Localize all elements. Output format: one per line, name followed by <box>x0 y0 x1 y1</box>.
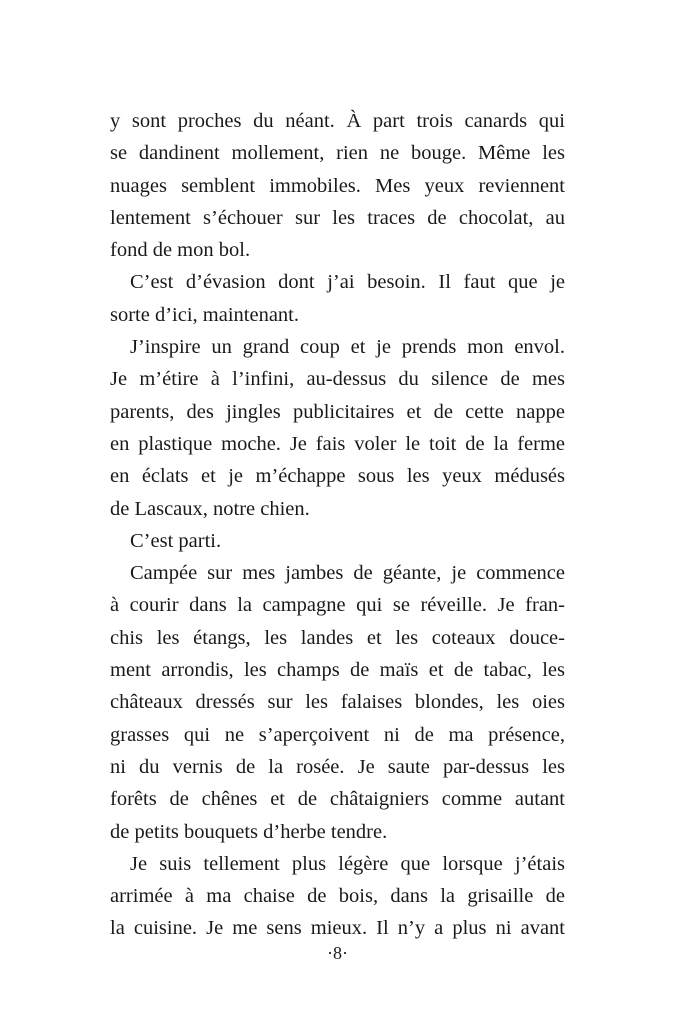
text-line: arrimée à ma chaise de bois, dans la grisaille de <box>110 885 565 908</box>
text-line: de Lascaux, notre chien. <box>110 497 310 520</box>
text-line: C’est d’évasion dont j’ai besoin. Il faut que je <box>130 271 565 294</box>
paragraph <box>110 525 565 557</box>
paragraph <box>110 557 565 848</box>
paragraph <box>110 105 565 266</box>
text-line: Je m’étire à l’infini, au-dessus du silence de mes <box>110 368 565 391</box>
text-line: J’inspire un grand coup et je prends mon envol. <box>130 336 565 359</box>
page-number: ·8· <box>327 943 348 963</box>
text-line: châteaux dressés sur les falaises blondes, les oies <box>110 691 565 714</box>
text-line: lentement s’échouer sur les traces de chocolat, au <box>110 206 565 229</box>
text-line: ni du vernis de la rosée. Je saute par-dessus les <box>110 755 565 778</box>
text-line: en plastique moche. Je fais voler le toit de la ferme <box>110 432 565 455</box>
text-line: sorte d’ici, maintenant. <box>110 303 299 326</box>
paragraph <box>110 266 565 331</box>
text-line: à courir dans la campagne qui se réveille. Je fran- <box>110 594 565 617</box>
text-line: la cuisine. Je me sens mieux. Il n’y a plus ni avant <box>110 917 565 940</box>
text-line: grasses qui ne s’aperçoivent ni de ma présence, <box>110 723 565 746</box>
text-line: Campée sur mes jambes de géante, je commence <box>130 562 565 585</box>
text-line: en éclats et je m’échappe sous les yeux médusés <box>110 465 565 488</box>
text-line: fond de mon bol. <box>110 239 251 262</box>
text-line: Je suis tellement plus légère que lorsque j’étais <box>130 852 565 875</box>
body-text <box>110 105 565 945</box>
text-line: nuages semblent immobiles. Mes yeux reviennent <box>110 174 565 197</box>
paragraph <box>110 848 565 945</box>
text-line: forêts de chênes et de châtaigniers comme autant <box>110 788 565 811</box>
text-line: de petits bouquets d’herbe tendre. <box>110 820 388 843</box>
text-line: y sont proches du néant. À part trois canards qui <box>110 110 565 132</box>
paragraph <box>110 331 565 525</box>
text-line: se dandinent mollement, rien ne bouge. Même les <box>110 142 565 165</box>
text-line: parents, des jingles publicitaires et de cette nappe <box>110 400 565 423</box>
text-line: chis les étangs, les landes et les coteaux douce- <box>110 626 565 649</box>
text-line: C’est parti. <box>130 529 222 552</box>
text-line: ment arrondis, les champs de maïs et de tabac, les <box>110 659 565 682</box>
